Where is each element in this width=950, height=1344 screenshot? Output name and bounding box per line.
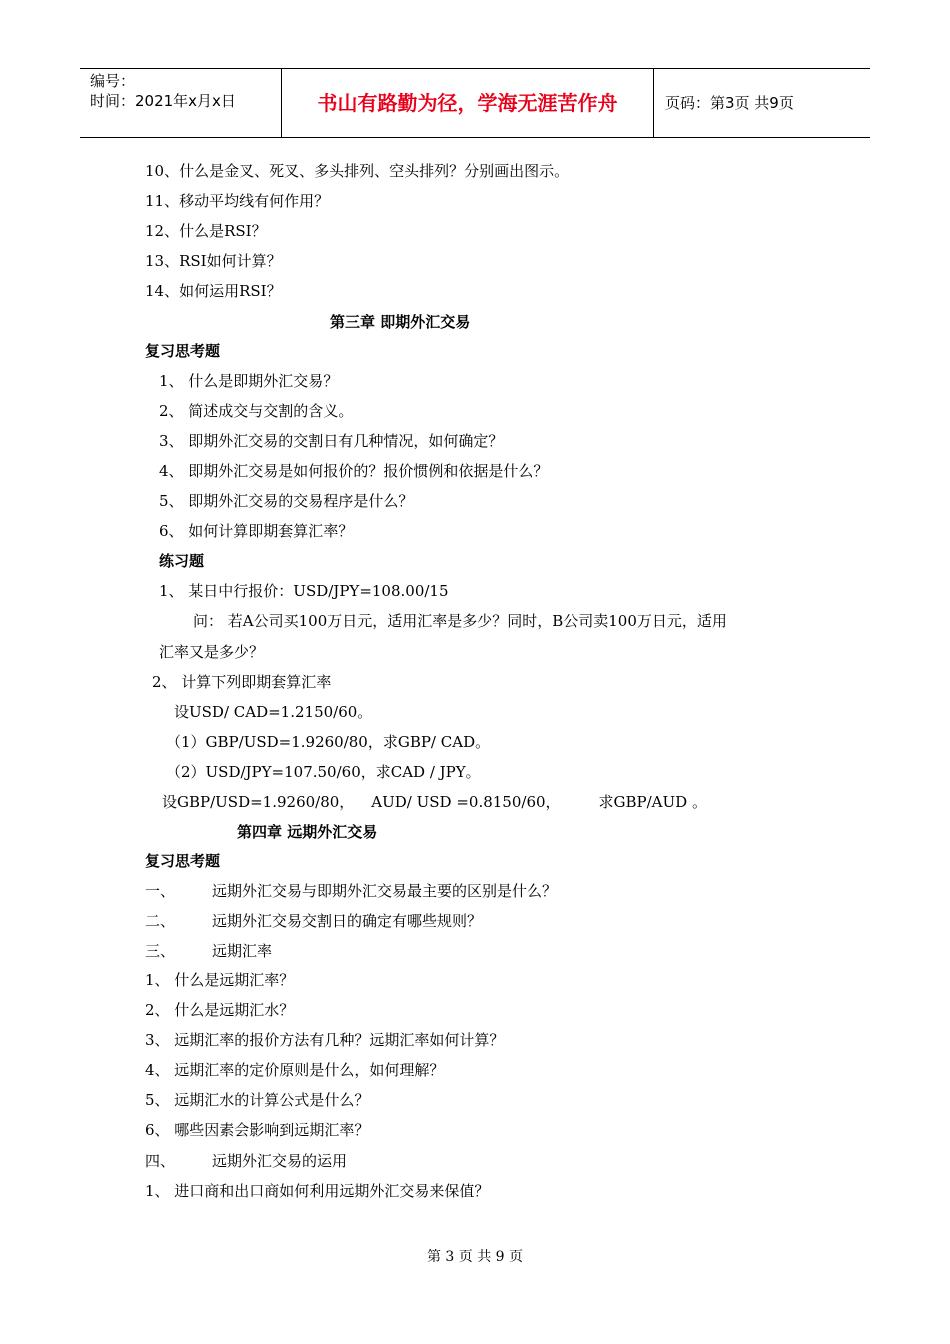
ch3-review-q4: 4、 即期外汇交易是如何报价的？报价惯例和依据是什么？ — [159, 462, 549, 480]
ch3-review-q2: 2、 简述成交与交割的含义。 — [159, 402, 354, 420]
practice-2-b: （2）USD/JPY=107.50/60，求CAD / JPY。 — [166, 763, 481, 781]
chapter-4-review-heading: 复习思考题 — [145, 852, 221, 870]
practice-1: 1、 某日中行报价：USD/JPY=108.00/15 — [159, 582, 449, 600]
ch3-review-q6: 6、 如何计算即期套算汇率？ — [159, 522, 354, 540]
header-meta — [80, 69, 281, 137]
chapter-4-title: 第四章 远期外汇交易 — [237, 823, 378, 841]
question-13: 13、RSI如何计算？ — [145, 252, 282, 270]
ch4-q1: 1、 什么是远期汇率？ — [145, 971, 295, 989]
section-2-num: 二、 — [145, 912, 176, 930]
section-3-num: 三、 — [145, 942, 176, 960]
page-header — [80, 68, 870, 138]
question-10: 10、什么是金叉、死叉、多头排列、空头排列？分别画出图示。 — [145, 162, 570, 180]
practice-2-c-part3: 求GBP/AUD 。 — [598, 793, 707, 811]
question-12: 12、什么是RSI？ — [145, 222, 267, 240]
chapter-3-review-heading: 复习思考题 — [145, 342, 221, 360]
ch4-q5: 5、 远期汇水的计算公式是什么？ — [145, 1091, 370, 1109]
ch4-q3: 3、 远期汇率的报价方法有几种？远期汇率如何计算？ — [145, 1031, 505, 1049]
section-1-text: 远期外汇交易与即期外汇交易最主要的区别是什么？ — [212, 882, 558, 900]
practice-2-c — [162, 792, 707, 812]
practice-2-c-part2: AUD/ USD =0.8150/60， — [371, 793, 561, 811]
time-label: 时间：2021年x月x日 — [90, 92, 236, 110]
section-4-num: 四、 — [145, 1152, 176, 1170]
practice-2-given: 设USD/ CAD=1.2150/60。 — [174, 703, 373, 721]
ch4-q2: 2、 什么是远期汇水？ — [145, 1001, 295, 1019]
page-footer: 第 3 页 共 9 页 — [426, 1249, 524, 1265]
practice-1-question: 问： 若A公司买100万日元，适用汇率是多少？同时，B公司卖100万日元，适用 — [193, 612, 727, 630]
chapter-3-title: 第三章 即期外汇交易 — [330, 313, 471, 331]
ch3-review-q1: 1、 什么是即期外汇交易？ — [159, 372, 339, 390]
practice-1-question-cont: 汇率又是多少？ — [159, 643, 265, 661]
section-3-text: 远期汇率 — [212, 942, 273, 960]
ch4-usage-q1: 1、 进口商和出口商如何利用远期外汇交易来保值？ — [145, 1182, 490, 1200]
number-label: 编号： — [90, 72, 136, 90]
practice-2: 2、 计算下列即期套算汇率 — [152, 673, 332, 691]
ch4-q6: 6、 哪些因素会影响到远期汇率？ — [145, 1121, 370, 1139]
chapter-3-practice-heading: 练习题 — [159, 552, 205, 570]
section-4-text: 远期外汇交易的运用 — [212, 1152, 348, 1170]
question-14: 14、如何运用RSI？ — [145, 282, 282, 300]
header-page-label: 页码：第3页 共9页 — [665, 94, 794, 112]
ch3-review-q5: 5、 即期外汇交易的交易程序是什么？ — [159, 492, 414, 510]
practice-2-a: （1）GBP/USD=1.9260/80，求GBP/ CAD。 — [166, 733, 491, 751]
practice-2-c-part1: 设GBP/USD=1.9260/80， — [162, 793, 355, 811]
ch4-q4: 4、 远期汇率的定价原则是什么，如何理解？ — [145, 1061, 445, 1079]
header-motto: 书山有路勤为径，学海无涯苦作舟 — [281, 69, 654, 137]
section-2-text: 远期外汇交易交割日的确定有哪些规则？ — [212, 912, 483, 930]
question-11: 11、移动平均线有何作用？ — [145, 192, 330, 210]
ch3-review-q3: 3、 即期外汇交易的交割日有几种情况，如何确定？ — [159, 432, 504, 450]
section-1-num: 一、 — [145, 882, 176, 900]
